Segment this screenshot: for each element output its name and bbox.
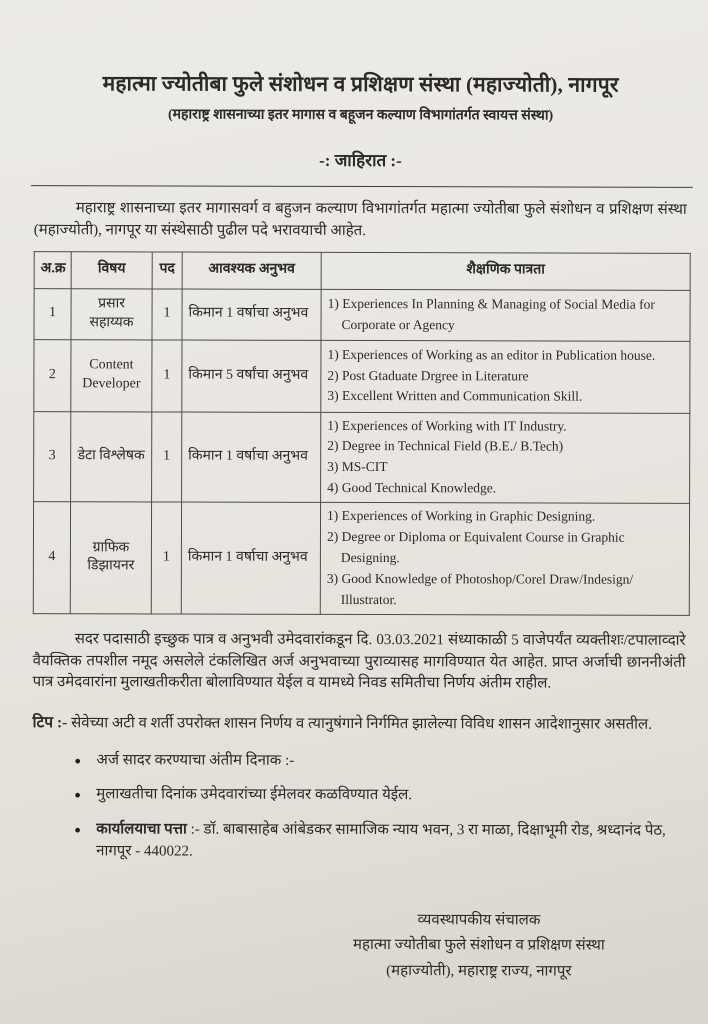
cell-experience: किमान 1 वर्षाचा अनुभव: [182, 412, 321, 503]
cell-subject: Content Developer: [71, 339, 152, 411]
qualification-item: 2) Degree in Technical Field (B.E./ B.Tech): [327, 438, 564, 454]
advertisement-heading: -: जाहिरात :-: [319, 150, 402, 171]
bullet-application-deadline: [68, 750, 685, 773]
intro-paragraph: महाराष्ट्र शासनाच्या इतर मागासवर्ग व बहुजन कल्याण विभागांतर्गत महात्मा ज्योतीबा फुले संशोधन व प्रशिक्षण संस्था (महाज्योती), नागपूर या संस्थेसाठी पुढील पदे भरावयाची आहेत.: [33, 200, 687, 239]
col-header-posts: पद: [152, 251, 182, 288]
qualification-item: 3) MS-CIT: [327, 459, 388, 475]
qualification-item: 4) Good Technical Knowledge.: [327, 480, 497, 496]
signature-organization: महात्मा ज्योतीबा फुले संशोधन व प्रशिक्षण संस्था: [353, 937, 605, 954]
page-title: महात्मा ज्योतीबा फुले संशोधन व प्रशिक्षण संस्था (महाज्योती), नागपूर: [102, 71, 619, 97]
qualification-item: 1) Experiences of Working as an editor in Publication house.: [327, 346, 656, 363]
cell-qualifications: [320, 503, 689, 616]
cell-qualifications: [321, 340, 690, 413]
bullet-icon: ●: [74, 789, 81, 802]
cell-subject: डेटा विश्लेषक: [71, 411, 152, 502]
cell-subject: प्रसार सहाय्यक: [71, 288, 152, 339]
note-label: टिप :-: [32, 714, 68, 732]
cell-qualifications: [321, 289, 690, 341]
cell-qualifications: [321, 412, 690, 504]
qualification-item: 3) Good Knowledge of Photoshop/Corel Draw/Indesign/ Illustrator.: [326, 570, 634, 607]
document-header: [34, 69, 687, 188]
bullet-label: कार्यालयाचा पत्ता: [96, 821, 187, 838]
bullet-icon: ●: [74, 754, 82, 767]
qualification-item: 1) Experiences of Working with IT Industry.: [327, 417, 567, 434]
vacancy-table: [33, 251, 691, 616]
bullet-office-address: [68, 819, 685, 864]
note-paragraph: [32, 711, 685, 736]
qualification-item: 1) Experiences In Planning & Managing of Social Media for Corporate or Agency: [327, 295, 655, 332]
cell-experience: किमान 1 वर्षाचा अनुभव: [182, 289, 321, 340]
bullet-icon: ●: [74, 824, 81, 837]
cell-sr-no: 4: [33, 502, 70, 614]
cell-posts: 1: [151, 502, 181, 614]
col-header-experience: आवश्यक अनुभव: [182, 252, 321, 289]
cell-sr-no: 1: [34, 288, 71, 339]
bullet-text: मुलाखतीचा दिनांक उमेदवारांच्या ईमेलवर कळविण्यात येईल.: [96, 786, 413, 804]
table-row: [34, 411, 690, 503]
cell-subject: ग्राफिक डिझायनर: [70, 502, 151, 614]
col-header-qualification: शैक्षणिक पात्रता: [321, 252, 690, 290]
bullet-text: :- डॉ. बाबासाहेब आंबेडकर सामाजिक न्याय भवन, 3 रा माळा, दिक्षाभूमी रोड, श्रध्दानंद पेठ, नागपूर - 440022.: [96, 821, 666, 860]
table-header-row: [34, 251, 690, 290]
page-subtitle: (महाराष्ट्र शासनाच्या इतर मागास व बहूजन कल्याण विभागांतर्गत स्वायत्त संस्था): [167, 107, 554, 124]
qualification-item: 1) Experiences of Working in Graphic Designing.: [327, 508, 596, 524]
cell-posts: 1: [152, 288, 182, 339]
note-text: सेवेच्या अटी व शर्ती उपरोक्त शासन निर्णय व त्यानुषंगाने निर्गमित झालेल्या विविध शासन आदेशानुसार असतील.: [71, 715, 653, 733]
table-row: [33, 502, 689, 615]
cell-posts: 1: [152, 339, 182, 411]
table-row: [34, 288, 690, 341]
signature-location: (महाज्योती), महाराष्ट्र राज्य, नागपूर: [386, 962, 572, 980]
signature-block: [329, 907, 629, 984]
qualification-item: 2) Degree or Diploma or Equivalent Course in Graphic Designing.: [326, 529, 625, 566]
signature-designation: व्यवस्थापकीय संचालक: [417, 911, 541, 929]
bullet-list: [32, 750, 685, 865]
cell-sr-no: 3: [34, 411, 71, 502]
col-header-subject: विषय: [71, 251, 152, 288]
cell-experience: किमान 5 वर्षांचा अनुभव: [182, 340, 321, 412]
qualification-item: 2) Post Gtaduate Drgree in Literature: [327, 367, 529, 383]
table-row: [34, 339, 690, 413]
col-header-sr-no: अ.क्र: [34, 251, 71, 288]
cell-sr-no: 2: [34, 339, 71, 411]
cell-posts: 1: [152, 411, 182, 502]
qualification-item: 3) Excellent Written and Communication Skill.: [327, 388, 583, 405]
bullet-interview-date: [68, 785, 685, 808]
application-instructions-paragraph: सदर पदासाठी इच्छुक पात्र व अनुभवी उमेदवारांकडून दि. 03.03.2021 संध्याकाळी 5 वाजेपर्यंत व्यक्तीशः/टपालाव्दारे वैयक्तिक तपशील नमूद असलेले टंकलिखित अर्ज अनुभवाच्या पुराव्यासह मागविण्यात येत आहेत. प्राप्त अर्जाची छाननीअंती पात्र उमेदवारांना मुलाखतीकरीता बोलाविण्यात येईल व यामध्ये निवड समितीचा निर्णय अंतीम राहील.: [32, 631, 686, 692]
cell-experience: किमान 1 वर्षाचा अनुभव: [181, 502, 320, 614]
bullet-text: अर्ज सादर करण्याचा अंतीम दिनाक :-: [96, 751, 295, 769]
header-divider: [31, 185, 693, 188]
